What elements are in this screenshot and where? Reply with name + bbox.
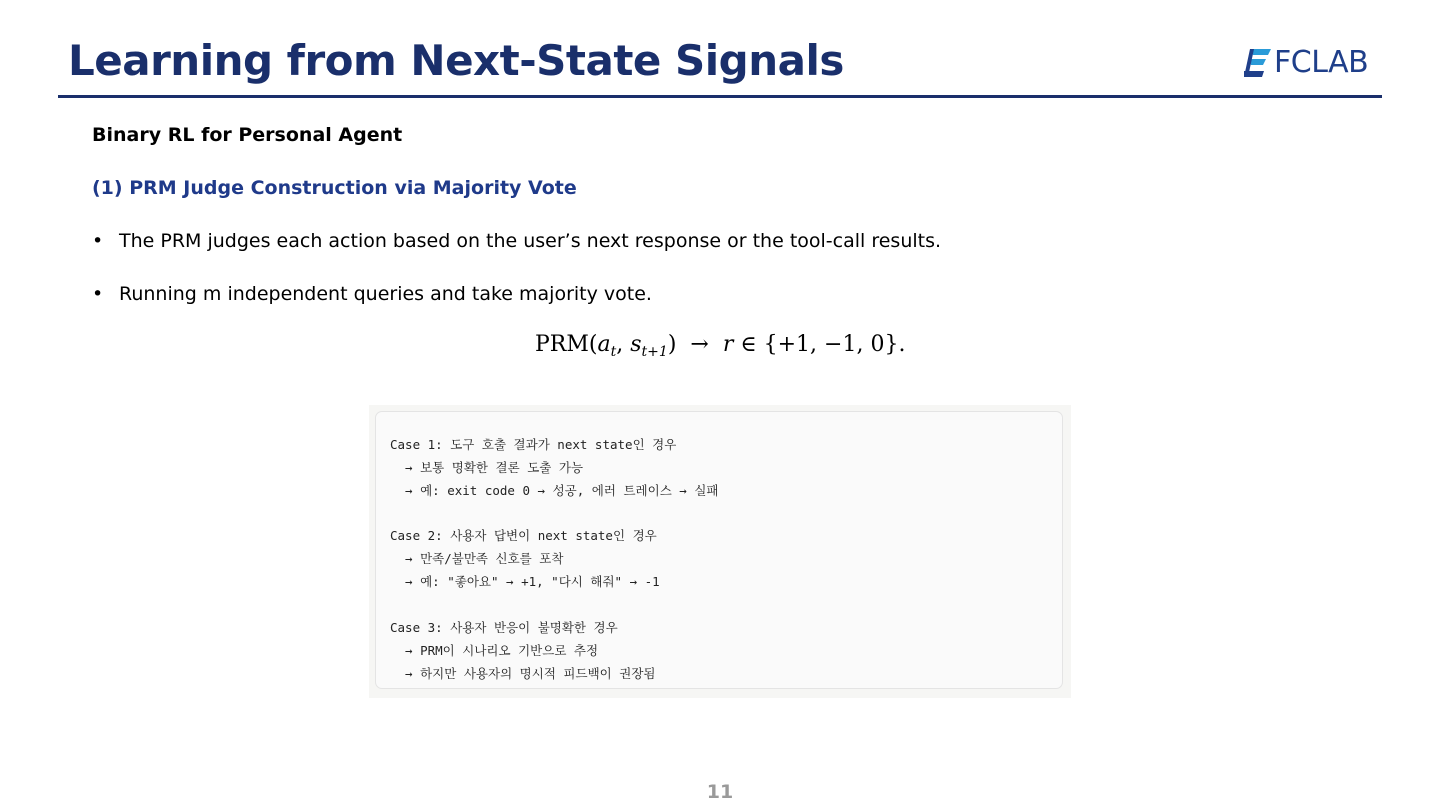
slide-subtitle: Binary RL for Personal Agent (92, 124, 403, 146)
logo-text: FCLAB (1274, 45, 1369, 80)
bullet-item (92, 230, 941, 252)
case-1-heading: Case 1: 도구 호출 결과가 next state인 경우 (390, 437, 677, 452)
formula-action-subscript: t (610, 344, 617, 360)
bullet-item (92, 283, 652, 305)
case-3-line: → 하지만 사용자의 명시적 피드백이 권장됨 (390, 666, 656, 681)
case-code-box (375, 411, 1063, 689)
section-heading: (1) PRM Judge Construction via Majority Vote (92, 177, 577, 199)
fclab-logo (1244, 46, 1368, 80)
formula-action: a (597, 332, 611, 357)
case-3-heading: Case 3: 사용자 반응이 불명확한 경우 (390, 620, 618, 635)
formula-state: s (630, 332, 642, 357)
formula-close: ) (667, 332, 677, 357)
formula-arrow: → (676, 332, 723, 357)
bullet-dot: • (92, 230, 104, 252)
formula-reward: r (722, 332, 734, 357)
case-panel (369, 405, 1071, 698)
slide-title: Learning from Next-State Signals (68, 36, 844, 85)
case-3-line: → PRM이 시나리오 기반으로 추정 (390, 643, 599, 658)
bullet-text: Running m independent queries and take majority vote. (119, 283, 652, 305)
formula-func: PRM( (535, 332, 598, 357)
prm-formula (535, 332, 905, 360)
case-1-line: → 예: exit code 0 → 성공, 에러 트레이스 → 실패 (390, 483, 719, 498)
fclab-logo-icon (1244, 48, 1272, 78)
case-2-line: → 예: "좋아요" → +1, "다시 해줘" → -1 (390, 574, 660, 589)
page-number: 11 (706, 781, 734, 803)
case-2-heading: Case 2: 사용자 답변이 next state인 경우 (390, 528, 657, 543)
formula-separator: , (616, 332, 631, 357)
bullet-text: The PRM judges each action based on the user’s next response or the tool-call results. (119, 230, 942, 252)
title-underline (58, 95, 1382, 98)
bullet-dot: • (92, 283, 104, 305)
case-2-line: → 만족/불만족 신호를 포착 (390, 551, 564, 566)
formula-reward-set: ∈ {+1, −1, 0}. (733, 332, 906, 357)
case-1-line: → 보통 명확한 결론 도출 가능 (390, 460, 584, 475)
formula-state-subscript: t+1 (641, 344, 668, 360)
